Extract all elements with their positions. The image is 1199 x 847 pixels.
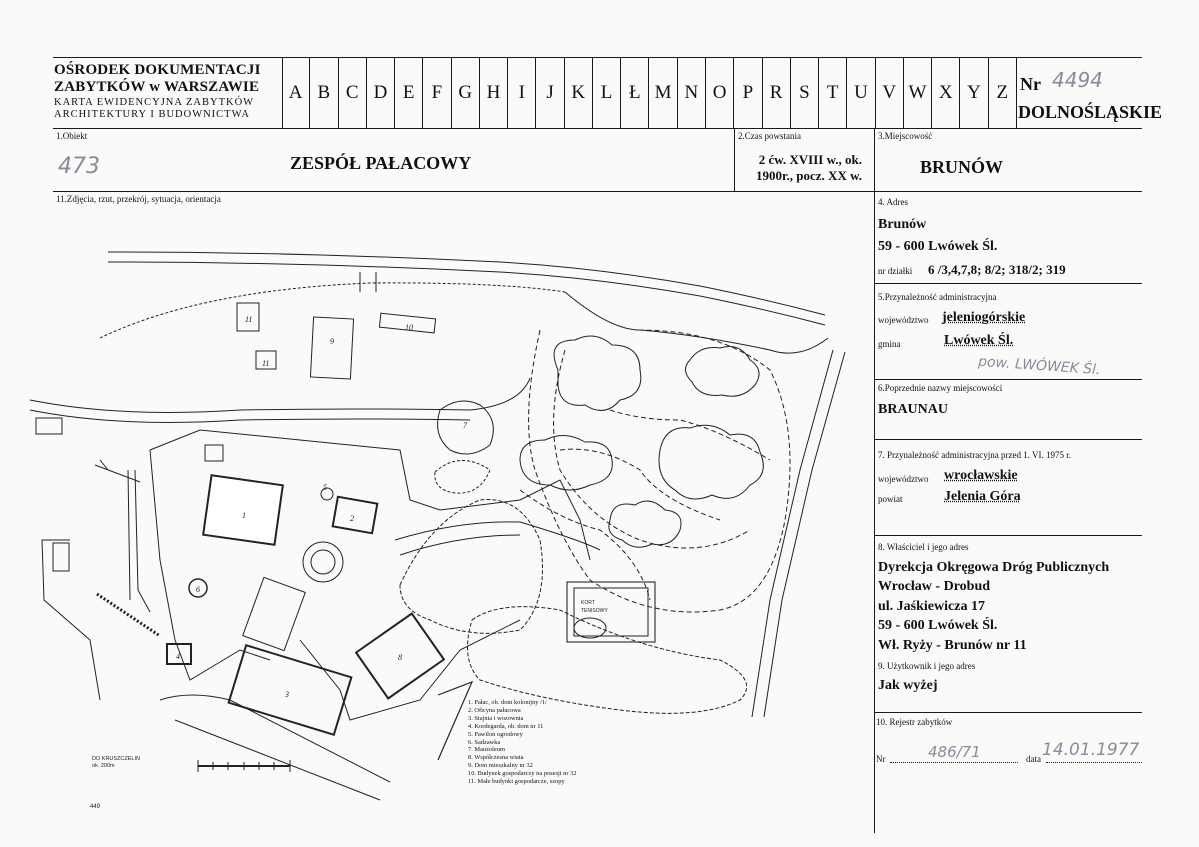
miejscowosc-label: 3.Miejscowość — [878, 131, 933, 141]
svg-text:6: 6 — [196, 585, 200, 594]
przed1975-woj-value: wrocławskie — [944, 468, 1018, 483]
letter-cell: M — [649, 58, 677, 128]
letter-cell: V — [876, 58, 904, 128]
svg-text:9: 9 — [330, 337, 334, 346]
rejestr-data-line — [1046, 762, 1142, 763]
map-legend — [468, 699, 576, 786]
rejestr-label: 10. Rejestr zabytków — [876, 717, 953, 727]
woj-value: jeleniogórskie — [942, 310, 1026, 325]
letter-cell: G — [452, 58, 480, 128]
powiat-handwritten: pow. LWÓWEK Śl. — [977, 353, 1101, 379]
woj-label: województwo — [878, 315, 929, 325]
svg-text:4: 4 — [176, 652, 180, 661]
letter-cell: D — [367, 58, 395, 128]
letter-cell: B — [310, 58, 338, 128]
letter-cell: P — [734, 58, 762, 128]
letter-cell: Y — [960, 58, 988, 128]
przed1975-powiat-label: powiat — [878, 494, 903, 504]
przed1975-woj-label: województwo — [878, 474, 929, 484]
svg-text:1: 1 — [242, 511, 246, 520]
dzialki-label: nr działki — [878, 266, 913, 276]
legend-item: 3. Stajnia i wozownia — [468, 714, 524, 722]
svg-text:7: 7 — [463, 421, 467, 430]
wlasciciel-label: 8. Właściciel i jego adres — [878, 542, 969, 552]
svg-text:10: 10 — [405, 323, 413, 332]
svg-text:11: 11 — [262, 359, 270, 368]
zdjecia-label: 11.Zdjęcia, rzut, przekrój, sytuacja, orientacja — [56, 194, 221, 204]
svg-text:5: 5 — [323, 483, 327, 492]
letter-cell: C — [339, 58, 367, 128]
przynaleznosc-label: 5.Przynależność administracyjna — [878, 292, 997, 302]
letter-cell: J — [536, 58, 564, 128]
czas-value: 2 ćw. XVIII w., ok. 1900r., pocz. XX w. — [755, 152, 862, 183]
legend-item: 9. Dom mieszkalny nr 32 — [468, 762, 533, 770]
adres-line2: 59 - 600 Lwówek Śl. — [878, 239, 998, 254]
rejestr-nr-label: Nr — [876, 754, 886, 764]
gmina-value: Lwówek Śl. — [944, 333, 1014, 348]
letter-cell: Z — [996, 82, 1009, 103]
institution-name: OŚRODEK DOKUMENTACJI ZABYTKÓW w WARSZAWIE — [54, 62, 261, 95]
uzytkownik-value: Jak wyżej — [878, 678, 938, 693]
legend-item: 6. Sadzawka — [468, 738, 501, 746]
przed1975-powiat-value: Jelenia Góra — [944, 489, 1021, 504]
legend-item: 4. Kordegarda, ob. dom nr 11 — [468, 722, 544, 730]
obiekt-number: 473 — [58, 154, 100, 179]
letter-cell: T — [819, 58, 847, 128]
letter-cell: A — [282, 58, 310, 128]
letter-cell: F — [423, 58, 451, 128]
legend-item: 11. Małe budynki gospodarcze, szopy — [468, 778, 565, 786]
letter-cell: S — [791, 58, 819, 128]
poprzednie-label: 6.Poprzednie nazwy miejscowości — [878, 383, 1003, 393]
pool-label-line2: TENISOWY — [581, 608, 608, 614]
region: DOLNOŚLĄSKIE — [1018, 102, 1163, 122]
legend-item: 5. Pawilon ogrodowy — [468, 730, 523, 738]
poprzednie-value: BRAUNAU — [878, 402, 948, 417]
legend-item: 1. Pałac, ob. dom kolonijny /1/ — [468, 699, 547, 706]
svg-text:2: 2 — [350, 514, 354, 523]
wlasciciel-value: Dyrekcja Okręgowa Dróg Publicznych Wrocław - Drobud ul. Jaśkiewicza 17 59 - 600 Lwówek Śl. Wł. Ryży - Brunów nr 11 — [878, 560, 1110, 653]
card-type: KARTA EWIDENCYJNA ZABYTKÓW ARCHITEKTURY I BUDOWNICTWA — [54, 97, 255, 120]
rejestr-data-value: 14.01.1977 — [1042, 740, 1140, 760]
adres-label: 4. Adres — [878, 197, 908, 207]
obiekt-value: ZESPÓŁ PAŁACOWY — [290, 153, 472, 173]
letter-cell: I — [508, 58, 536, 128]
miejscowosc-value: BRUNÓW — [920, 157, 1004, 177]
rejestr-data-label: data — [1026, 754, 1041, 764]
svg-text:11: 11 — [245, 315, 253, 324]
legend-item: 7. Mauzoleum — [468, 746, 505, 754]
obiekt-label: 1.Obiekt — [56, 131, 88, 141]
pool-label-line1: KORT — [581, 600, 595, 606]
letter-cell: H — [480, 58, 508, 128]
svg-text:3: 3 — [285, 690, 289, 699]
letter-cell: U — [847, 58, 875, 128]
letter-cell: N — [678, 58, 706, 128]
letter-cell: E — [395, 58, 423, 128]
corner-mark: 449 — [90, 804, 101, 810]
nr-value: 4494 — [1052, 68, 1103, 92]
letter-cell: L — [593, 58, 621, 128]
letter-cell: W — [904, 58, 932, 128]
rejestr-nr-line — [890, 762, 1018, 763]
svg-text:8: 8 — [398, 653, 402, 662]
scale-note-line2: ok. 200m — [92, 763, 115, 769]
legend-item: 8. Współczesna wiata — [468, 754, 524, 762]
scale-note-line1: DO KRUSZCZELIN — [92, 756, 140, 762]
legend-item: 2. Oficyna pałacowa — [468, 706, 521, 714]
przed1975-label: 7. Przynależność administracyjna przed 1. VI. 1975 r. — [878, 450, 1072, 460]
gmina-label: gmina — [878, 339, 901, 349]
legend-item: 10. Budynek gospodarczy na posesji nr 32 — [468, 770, 577, 778]
nr-label: Nr — [1020, 74, 1041, 94]
letter-cell: K — [565, 58, 593, 128]
letter-cell: O — [706, 58, 734, 128]
adres-line1: Brunów — [878, 217, 927, 232]
letter-cell: X — [932, 58, 960, 128]
uzytkownik-label: 9. Użytkownik i jego adres — [878, 661, 976, 671]
dzialki-value: 6 /3,4,7,8; 8/2; 318/2; 319 — [928, 262, 1066, 277]
czas-label: 2.Czas powstania — [738, 131, 801, 141]
letter-cell: Ł — [621, 58, 649, 128]
letter-cell: R — [763, 58, 791, 128]
rejestr-nr-value: 486/71 — [928, 743, 981, 761]
